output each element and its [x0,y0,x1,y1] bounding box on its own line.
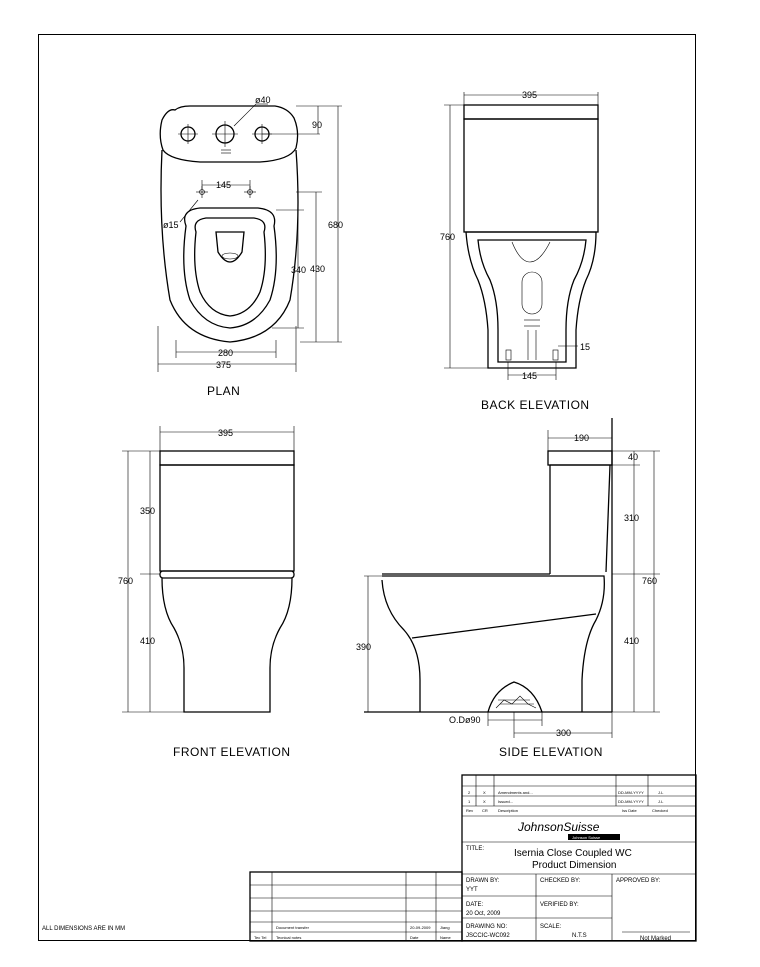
notes-row-1-c: 20-09-2009 [410,925,431,930]
rev-row-2-chk: J.L [658,799,664,804]
side-elevation-view [356,418,660,759]
side-dim-760: 760 [642,576,658,586]
side-dim-190: 190 [574,433,590,443]
rev-header-desc: Description [498,808,519,813]
title-block [250,775,696,942]
title-line-2: Product Dimension [532,860,617,871]
plan-dim-145: 145 [216,180,232,190]
verified-by-label: VERIFIED BY: [540,902,579,908]
notes-row-2-a: Tec Tel [254,935,267,940]
size-value: Not Marked [640,936,672,942]
back-dim-15: 15 [580,342,591,352]
drawn-by-label: DRAWN BY: [466,878,500,884]
rev-row-1-date: DD-MM-YYYY [618,790,644,795]
front-elevation-view [118,426,294,759]
brand-logo: JohnsonSuisse [518,820,600,834]
side-dim-300: 300 [556,728,572,738]
checked-by-label: CHECKED BY: [540,878,581,884]
back-dim-395: 395 [522,90,538,100]
scale-label: SCALE: [540,924,562,930]
rev-row-2-date: DD-MM-YYYY [618,799,644,804]
rev-row-2-desc: Issued... [498,799,514,804]
front-dim-395: 395 [218,428,234,438]
drawing-no-label: DRAWING NO: [466,924,508,930]
drawn-by-value: YYT [466,887,478,893]
rev-row-1-desc: Amendments and... [498,790,533,795]
back-elevation-label: BACK ELEVATION [481,398,590,412]
plan-dim-90: 90 [312,120,323,130]
back-dim-145: 145 [522,371,538,381]
plan-dim-15: ø15 [163,220,179,230]
side-dim-40: 40 [628,452,639,462]
side-dim-od90: O.Dø90 [449,715,481,725]
plan-label: PLAN [207,384,241,398]
plan-dim-680: 680 [328,220,344,230]
plan-dim-340: 340 [291,265,307,275]
notes-row-1-b: Document transfer [276,925,309,930]
plan-dim-280: 280 [218,348,234,358]
rev-row-2-cr: X [483,799,486,804]
rev-row-1-no: 2 [468,790,471,795]
plan-dim-430: 430 [310,264,326,274]
side-dim-310: 310 [624,513,640,523]
side-elevation-label: SIDE ELEVATION [499,745,603,759]
drawing-no-value: JSCCIC-WC092 [466,933,510,939]
rev-row-2-no: 1 [468,799,471,804]
front-dim-760: 760 [118,576,134,586]
front-dim-410: 410 [140,636,156,646]
title-label: TITLE: [466,846,485,852]
rev-header-no: Rev [466,808,474,813]
plan-dim-40: ø40 [255,95,271,105]
rev-row-1-cr: X [483,790,486,795]
date-label: DATE: [466,902,484,908]
notes-row-1-d: Jiang [440,925,450,930]
scale-value: N.T.S [572,933,587,939]
back-elevation-view [440,90,598,412]
rev-header-date: Iss Date [622,808,637,813]
plan-view [158,95,343,398]
side-dim-390: 390 [356,642,372,652]
dimensions-note: ALL DIMENSIONS ARE IN MM [42,926,126,932]
notes-row-2-d: Name [440,935,451,940]
rev-header-cr: CR [482,808,488,813]
approved-by-label: APPROVED BY: [616,878,661,884]
back-dim-760: 760 [440,232,456,242]
front-elevation-label: FRONT ELEVATION [173,745,291,759]
side-dim-410: 410 [624,636,640,646]
notes-row-2-b: Tecnical notes [276,935,302,940]
date-value: 20 Oct, 2009 [466,911,501,917]
rev-header-checked: Checked [652,808,668,813]
brand-sub: Johnson Suisse [572,835,601,840]
front-dim-350: 350 [140,506,156,516]
title-line-1: Isernia Close Coupled WC [514,848,632,859]
notes-row-2-c: Date [410,935,419,940]
plan-dim-375: 375 [216,360,232,370]
rev-row-1-chk: J.L [658,790,664,795]
